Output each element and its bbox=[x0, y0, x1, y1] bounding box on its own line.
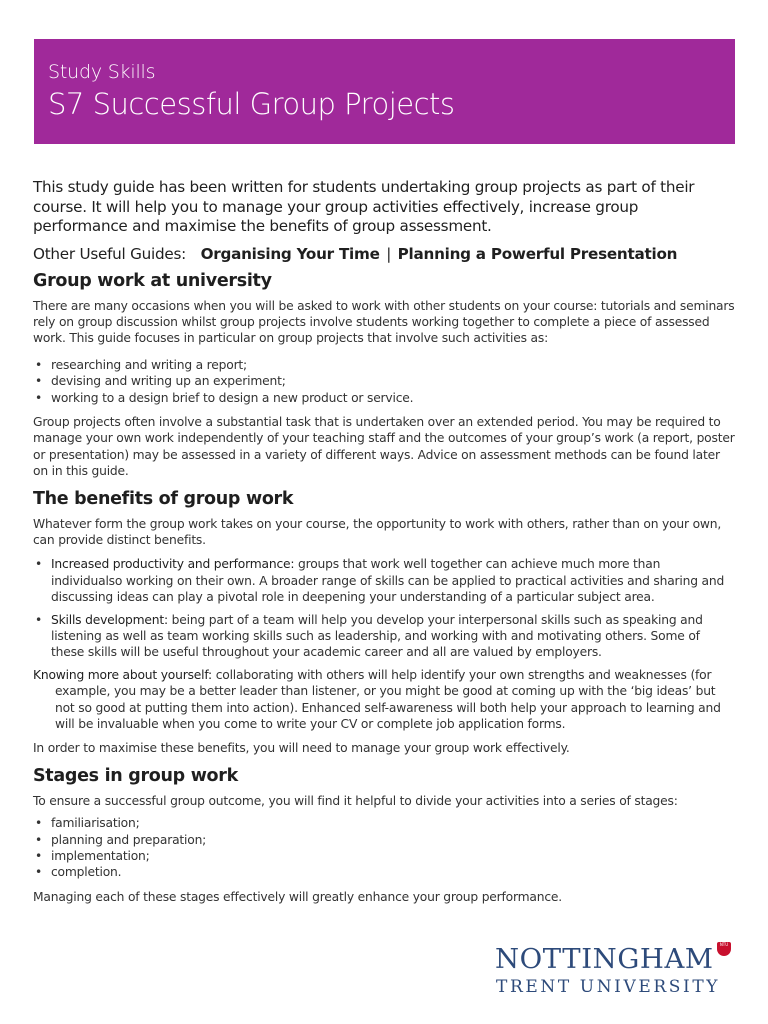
heading-stages: Stages in group work bbox=[33, 765, 238, 786]
benefit-term: Skills development: bbox=[51, 612, 168, 627]
paragraph: To ensure a successful group outcome, you will find it helpful to divide your activities into a series of stages: bbox=[33, 793, 678, 808]
list-item: • implementation; bbox=[33, 848, 735, 864]
list-item: • familiarisation; bbox=[33, 815, 735, 831]
paragraph: There are many occasions when you will be asked to work with other students on your course: tutorials and seminars rely on group discussion whilst group projects involve students working together to complete a piece of assessed work. This guide focuses in particular on group projects that involve such activities as: bbox=[33, 298, 735, 346]
heading-benefits: The benefits of group work bbox=[33, 488, 294, 509]
document-body bbox=[33, 178, 735, 905]
benefit-term: Knowing more about yourself: bbox=[33, 667, 212, 682]
series-label: Study Skills bbox=[48, 61, 156, 83]
activity-list bbox=[33, 357, 735, 406]
benefit-text: groups that work well together can achieve much more than individualso working on their own. A broader range of skills can be applied to practical activities and sharing and discussing ideas can play a pivotal role in deepening your understanding of a particular subject area. bbox=[51, 557, 725, 605]
benefit-term: Increased productivity and performance: bbox=[51, 557, 295, 572]
paragraph: Group projects often involve a substantial task that is undertaken over an extended period. You may be required to manage your own work independently of your teaching staff and the outcomes of your group’s work (a report, poster or presentation) may be assessed in a variety of different ways. Advice on assessment methods can be found later on in this guide. bbox=[33, 414, 735, 479]
benefits-list bbox=[33, 556, 735, 660]
useful-guides-label: Other Useful Guides: bbox=[33, 244, 186, 263]
list-item: • planning and preparation; bbox=[33, 832, 735, 848]
list-item: • devising and writing up an experiment; bbox=[33, 373, 735, 389]
list-item: • researching and writing a report; bbox=[33, 357, 735, 373]
guide-link-presentation[interactable]: Planning a Powerful Presentation bbox=[397, 244, 678, 263]
ntu-logo bbox=[495, 944, 735, 1000]
intro-paragraph: This study guide has been written for students undertaking group projects as part of their course. It will help you to manage your group activities effectively, increase group performance and maximise the benefits of group assessment. bbox=[33, 178, 695, 235]
guide-link-organising-time[interactable]: Organising Your Time bbox=[200, 244, 380, 263]
stages-list bbox=[33, 815, 735, 881]
benefit-text: collaborating with others will help identify your own strengths and weaknesses (for example, you may be a better leader than listener, or you might be good at coming up with the ‘big ideas’ but not so good at putting them into action). Enhanced self-awareness will both help your approach to learning and will be invaluable when you come to write your CV or complete job application forms. bbox=[55, 667, 721, 732]
logo-badge-icon: NTU bbox=[717, 942, 731, 956]
list-item: • completion. bbox=[33, 864, 735, 880]
paragraph: Managing each of these stages effectively will greatly enhance your group performance. bbox=[33, 889, 562, 904]
paragraph: Whatever form the group work takes on your course, the opportunity to work with others, rather than on your own, can provide distinct benefits. bbox=[33, 516, 722, 547]
paragraph: In order to maximise these benefits, you will need to manage your group work effectively. bbox=[33, 741, 570, 756]
page-title: S7 Successful Group Projects bbox=[48, 87, 455, 121]
guide-separator: | bbox=[386, 244, 392, 263]
list-item bbox=[33, 556, 735, 605]
list-item: • working to a design brief to design a new product or service. bbox=[33, 390, 735, 406]
benefit-text: being part of a team will help you develop your interpersonal skills such as speaking and listening as well as team working skills such as leadership, and working with and motivating others. Some of these skills will be useful throughout your academic career and all are valued by employers. bbox=[51, 612, 703, 660]
logo-line-trent-university: TRENT UNIVERSITY bbox=[496, 977, 721, 997]
title-banner bbox=[34, 39, 735, 144]
heading-group-work-university: Group work at university bbox=[33, 270, 272, 291]
logo-line-nottingham: NOTTINGHAM bbox=[495, 943, 714, 975]
list-item bbox=[33, 612, 735, 661]
useful-guides bbox=[33, 245, 735, 264]
paragraph-knowing-yourself bbox=[33, 667, 735, 733]
